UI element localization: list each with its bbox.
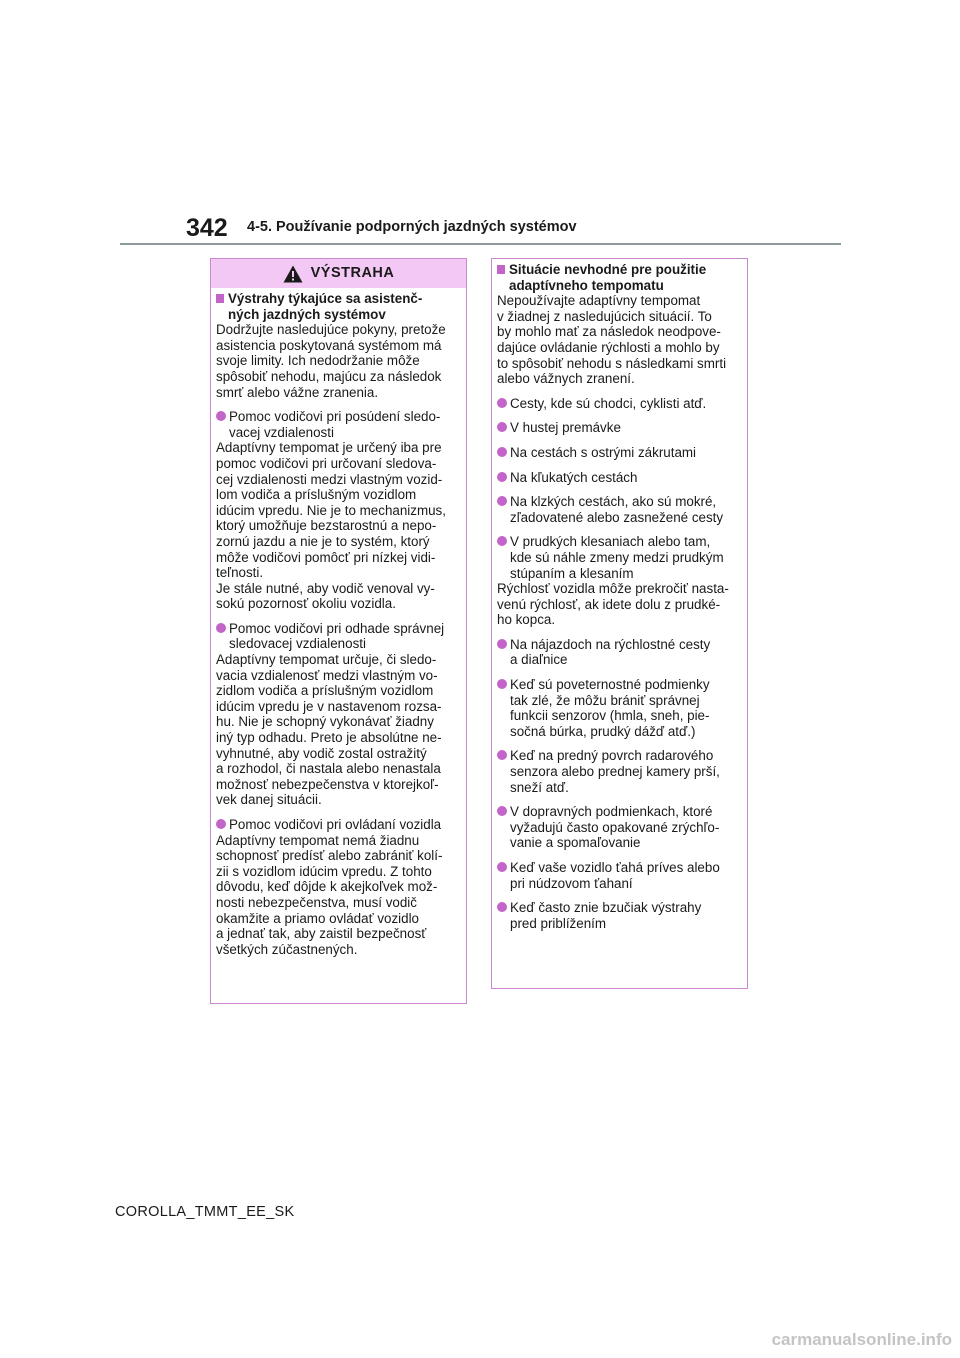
- bullet-title: Na nájazdoch na rýchlostné cesty a diaľnice: [510, 636, 711, 668]
- list-item: [497, 494, 742, 525]
- bullet-row: [497, 637, 742, 668]
- situations-heading: [497, 262, 742, 293]
- bullet-title: Na cestách s ostrými zákrutami: [510, 444, 697, 460]
- warning-triangle-icon: [283, 265, 303, 283]
- square-bullet-icon: [216, 294, 224, 303]
- bullet-row: [497, 396, 742, 412]
- bullet-dot-icon: [497, 639, 507, 649]
- bullet-dot-icon: [497, 536, 507, 546]
- bullet-body: Adaptívny tempomat nemá žiadnu schopnosť predísť alebo zabrániť kolí- zii s vozidlom idúcim vpredu. Z tohto dôvodu, keď dôjde k akejkoľvek mož- nosti nebezpečenstva, musí vodič okamžite a priamo ovládať vozidlo a jednať tak, aby zaistil bezpečnosť všetkých zúčastnených.: [216, 832, 443, 957]
- warning-items-list: [216, 409, 461, 957]
- list-item: [497, 396, 742, 412]
- bullet-row: [497, 470, 742, 486]
- bullet-row: [216, 409, 461, 440]
- bullet-title: V hustej premávke: [510, 420, 621, 436]
- situations-intro: Nepoužívajte adaptívny tempomat v žiadnej z nasledujúcich situácií. To by mohlo mať za následok neodpove- dajúce ovládanie rýchlosti a mohlo by to spôsobiť nehodu s následkami smrti alebo vážnych zranení.: [497, 293, 727, 387]
- bullet-title: Keď na predný povrch radarového senzora alebo prednej kamery prší, sneží atď.: [510, 748, 720, 795]
- bullet-dot-icon: [497, 398, 507, 408]
- bullet-row: [497, 748, 742, 795]
- bullet-title: Pomoc vodičovi pri ovládaní vozidla: [229, 817, 442, 832]
- bullet-dot-icon: [216, 623, 226, 633]
- bullet-row: [497, 860, 742, 891]
- list-item: [497, 677, 742, 739]
- situations-panel: [491, 258, 748, 989]
- situations-heading-text: Situácie nevhodné pre použitie adaptívneho tempomatu: [509, 262, 707, 293]
- bullet-dot-icon: [497, 679, 507, 689]
- document-code: COROLLA_TMMT_EE_SK: [115, 1204, 295, 1220]
- bullet-body: Rýchlosť vozidla môže prekročiť nasta- venú rýchlosť, ak idete dolu z prudké- ho kopca.: [497, 581, 729, 628]
- warning-intro: Dodržujte nasledujúce pokyny, pretože asistencia poskytovaná systémom má svoje limity. Ich nedodržanie môže spôsobiť nehodu, majúcu za následok smrť alebo vážne zranenia.: [216, 322, 446, 400]
- warning-header: [211, 259, 466, 288]
- bullet-row: [216, 621, 461, 652]
- bullet-row: [497, 420, 742, 436]
- bullet-row: [497, 445, 742, 461]
- bullet-dot-icon: [497, 447, 507, 457]
- list-item: [497, 748, 742, 795]
- bullet-title: Keď často znie bzučiak výstrahy pred priblížením: [510, 900, 702, 931]
- list-item: [497, 900, 742, 931]
- situations-items-list: [497, 396, 742, 932]
- watermark: carmanualsonline.info: [771, 1330, 952, 1349]
- bullet-title: Na kľukatých cestách: [510, 469, 638, 485]
- list-item: [497, 470, 742, 486]
- list-item: [497, 637, 742, 668]
- bullet-title: Pomoc vodičovi pri posúdení sledo- vacej vzdialenosti: [229, 409, 441, 440]
- warning-panel: [210, 258, 467, 1004]
- bullet-dot-icon: [497, 496, 507, 506]
- bullet-row: [497, 494, 742, 525]
- bullet-dot-icon: [497, 422, 507, 432]
- list-item: [216, 621, 461, 808]
- bullet-title: Cesty, kde sú chodci, cyklisti atď.: [510, 395, 707, 411]
- bullet-dot-icon: [497, 902, 507, 912]
- warning-heading: [216, 291, 461, 322]
- list-item: [497, 860, 742, 891]
- bullet-row: [497, 804, 742, 851]
- page-number: 342: [186, 214, 228, 242]
- list-item: [216, 409, 461, 612]
- bullet-title: V prudkých klesaniach alebo tam, kde sú náhle zmeny medzi prudkým stúpaním a klesaním: [510, 534, 724, 581]
- header-divider: [120, 243, 841, 245]
- bullet-dot-icon: [497, 862, 507, 872]
- list-item: [216, 817, 461, 957]
- bullet-dot-icon: [216, 411, 226, 421]
- bullet-title: Na klzkých cestách, ako sú mokré, zľadovatené alebo zasnežené cesty: [510, 494, 724, 525]
- bullet-title: Pomoc vodičovi pri odhade správnej sledovacej vzdialenosti: [229, 620, 445, 652]
- list-item: [497, 534, 742, 628]
- list-item: [497, 804, 742, 851]
- bullet-title: V dopravných podmienkach, ktoré vyžadujú často opakované zrýchľo- vanie a spomaľovanie: [510, 804, 720, 851]
- page-header: [0, 0, 960, 250]
- bullet-dot-icon: [497, 806, 507, 816]
- square-bullet-icon: [497, 265, 505, 274]
- bullet-body: Adaptívny tempomat je určený iba pre pomoc vodičovi pri určovaní sledova- cej vzdialenosti medzi vlastným vozid- lom vodiča a príslušným vozidlom idúcim vpredu. Nie je to mechanizmus, ktorý umožňuje bezstarostnú a nepo- zornú jazdu a nie je to systém, ktorý môže vodičovi pomôcť pri nízkej vidi- teľnosti. Je stále nutné, aby vodič venoval vy- sokú pozornosť okoliu vozidla.: [216, 440, 446, 612]
- bullet-dot-icon: [216, 819, 226, 829]
- list-item: [497, 445, 742, 461]
- bullet-title: Keď vaše vozidlo ťahá príves alebo pri núdzovom ťahaní: [510, 860, 720, 891]
- bullet-dot-icon: [497, 472, 507, 482]
- warning-label: VÝSTRAHA: [310, 264, 395, 281]
- bullet-row: [497, 900, 742, 931]
- bullet-dot-icon: [497, 750, 507, 760]
- bullet-row: [216, 817, 461, 833]
- warning-heading-text: Výstrahy týkajúce sa asistenč- ných jazdných systémov: [228, 291, 423, 322]
- list-item: [497, 420, 742, 436]
- chapter-title: 4-5. Používanie podporných jazdných systémov: [247, 219, 577, 235]
- bullet-row: [497, 677, 742, 739]
- bullet-title: Keď sú poveternostné podmienky tak zlé, že môžu brániť správnej funkcii senzorov (hmla, sneh, pie- sočná búrka, prudký dážď atď.): [510, 677, 710, 739]
- bullet-row: [497, 534, 742, 581]
- bullet-body: Adaptívny tempomat určuje, či sledo- vacia vzdialenosť medzi vlastným vo- zidlom vodiča a príslušným vozidlom idúcim vpredu je v nastavenom rozsa- hu. Nie je schopný vykonávať žiadny iný typ odhadu. Preto je absolútne ne- vyhnutné, aby vodič zostal ostražitý a rozhodol, či nastala alebo nenastala možnosť nebezpečenstva v ktorejkoľ- vek danej situácii.: [216, 652, 442, 808]
